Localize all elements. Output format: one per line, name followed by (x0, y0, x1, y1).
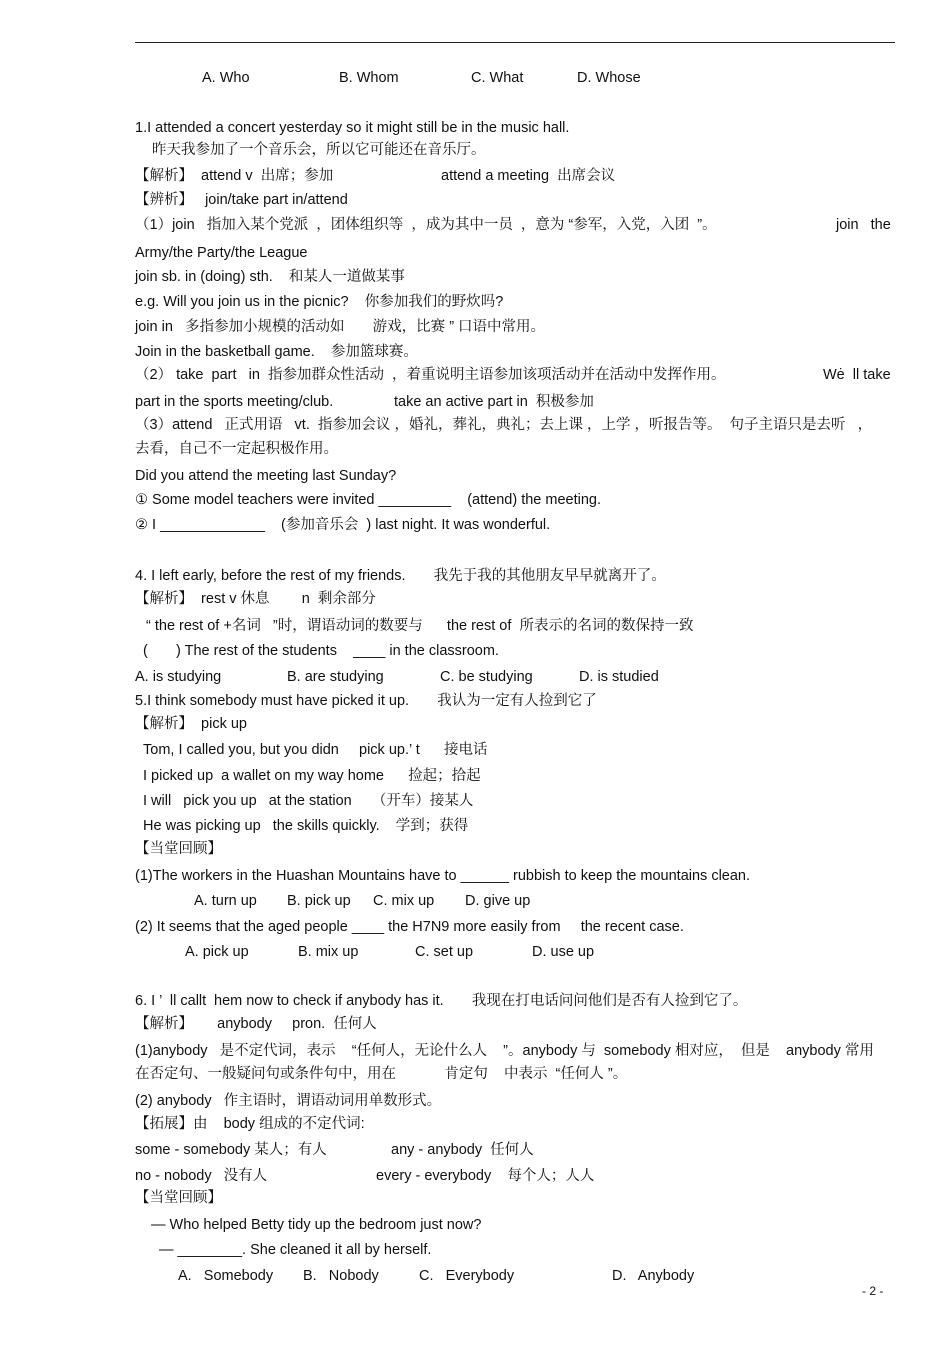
text-line: ① Some model teachers were invited _________ (attend) the meeting. (135, 492, 601, 508)
text-line: take an active part in 积极参加 (394, 394, 594, 410)
text-line: ② I _____________ (参加音乐会 ) last night. It was wonderful. (135, 517, 551, 533)
text-line: part in the sports meeting/club. (135, 394, 334, 410)
text-line: D. give up (465, 893, 531, 909)
option-c: C. What (471, 70, 524, 86)
text-line: any - anybody 任何人 (391, 1142, 534, 1158)
text-line: Wė ll take (823, 367, 891, 383)
text-line: C. set up (415, 944, 474, 960)
text-line: (2) anybody 作主语时，谓语动词用单数形式。 (135, 1093, 442, 1109)
text-line: attend a meeting 出席会议 (441, 168, 616, 184)
option-d: D. Whose (577, 70, 641, 86)
text-line: 去看，自己不一定起积极作用。 (135, 441, 338, 457)
text-line: He was picking up the skills quickly. 学到；获得 (143, 818, 469, 834)
text-line: (1)The workers in the Huashan Mountains have to ______ rubbish to keep the mountains clean. (135, 868, 751, 884)
text-line: 【拓展】由 body 组成的不定代词: (135, 1116, 365, 1132)
text-line: every - everybody 每个人；人人 (376, 1168, 595, 1184)
text-line: D. Anybody (612, 1268, 695, 1284)
text-line: Did you attend the meeting last Sunday? (135, 468, 397, 484)
text-line: 【解析】 pick up (135, 716, 247, 732)
text-line: 4. I left early, before the rest of my friends. 我先于我的其他朋友早早就离开了。 (135, 568, 666, 584)
text-line: some - somebody 某人；有人 (135, 1142, 327, 1158)
text-line: Army/the Party/the League (135, 245, 308, 261)
text-line: 【解析】 anybody pron. 任何人 (135, 1016, 377, 1032)
text-line: D. is studied (579, 669, 659, 685)
text-line: — ________. She cleaned it all by herself. (159, 1242, 432, 1258)
text-line: 【解析】 attend v 出席；参加 (135, 168, 334, 184)
text-line: 5.I think somebody must have picked it up. 我认为一定有人捡到它了 (135, 693, 597, 709)
text-line: C. mix up (373, 893, 435, 909)
text-line: C. Everybody (419, 1268, 515, 1284)
text-line: e.g. Will you join us in the picnic? 你参加我们的野炊吗? (135, 294, 504, 310)
option-b: B. Whom (339, 70, 399, 86)
text-line: hem now to check if anybody has it. 我现在打电话问问他们是否有人捡到它了。 (214, 993, 748, 1009)
text-line: A. turn up (194, 893, 257, 909)
text-line: A. Somebody (178, 1268, 274, 1284)
text-line: 【辨析】 join/take part in/attend (135, 192, 348, 208)
text-line: A. pick up (185, 944, 249, 960)
text-line: （1）join 指加入某个党派 ，团体组织等 ，成为其中一员 ，意为 “参军，入党，入团 ”。 (135, 217, 717, 233)
text-line: 【当堂回顾】 (135, 1190, 222, 1206)
text-line: (2) It seems that the aged people ____ the H7N9 more easily from the recent case. (135, 919, 684, 935)
text-line: B. pick up (287, 893, 351, 909)
text-line: 【解析】 rest v 休息 n 剩余部分 (135, 591, 376, 607)
page-number: - 2 - (862, 1284, 884, 1298)
text-line: join sb. in (doing) sth. 和某人一道做某事 (135, 269, 405, 285)
text-line: （2） take part in 指参加群众性活动 ，着重说明主语参加该项活动并在活动中发挥作用。 (135, 367, 726, 383)
text-line: join in 多指参加小规模的活动如 游戏，比赛 ” 口语中常用。 (135, 319, 546, 335)
text-line: 1.I attended a concert yesterday so it might still be in the music hall. (135, 120, 570, 136)
text-line: — Who helped Betty tidy up the bedroom just now? (151, 1217, 482, 1233)
option-a: A. Who (202, 70, 250, 86)
text-line: 接电话 (444, 742, 488, 758)
text-line: Join in the basketball game. 参加篮球赛。 (135, 344, 418, 360)
text-line: I picked up a wallet on my way home 捡起；拾起 (143, 768, 481, 784)
text-line: 6. I ’ ll callt (135, 993, 207, 1009)
text-line: B. are studying (287, 669, 384, 685)
header-rule (135, 42, 895, 43)
text-line: “ the rest of +名词 ”时，谓语动词的数要与 the rest of 所表示的名词的数保持一致 (146, 618, 694, 634)
text-line: no - nobody 没有人 (135, 1168, 268, 1184)
text-line: B. mix up (298, 944, 359, 960)
text-line: 【当堂回顾】 (135, 841, 222, 857)
text-line: C. be studying (440, 669, 533, 685)
text-line: I will pick you up at the station （开车）接某人 (143, 793, 474, 809)
text-line: B. Nobody (303, 1268, 379, 1284)
text-line: D. use up (532, 944, 595, 960)
text-line: A. is studying (135, 669, 222, 685)
text-line: (1)anybody 是不定代词，表示 “任何人，无论什么人 ”。anybody 与 somebody 相对应， 但是 anybody 常用 (135, 1043, 874, 1059)
text-line: join the (836, 217, 891, 233)
text-line: （3）attend 正式用语 vt. 指参加会议 ，婚礼，葬礼，典礼；去上课 ，上学 ，听报告等。 句子主语只是去听 ， (135, 417, 873, 433)
text-line: Tom, I called you, but you didn pick up.’ t (143, 742, 420, 758)
text-line: 在否定句、一般疑问句或条件句中，用在 肯定句 中表示 “任何人 ”。 (135, 1066, 628, 1082)
text-line: 昨天我参加了一个音乐会，所以它可能还在音乐厅。 (152, 142, 486, 158)
text-line: ( ) The rest of the students ____ in the classroom. (143, 643, 499, 659)
